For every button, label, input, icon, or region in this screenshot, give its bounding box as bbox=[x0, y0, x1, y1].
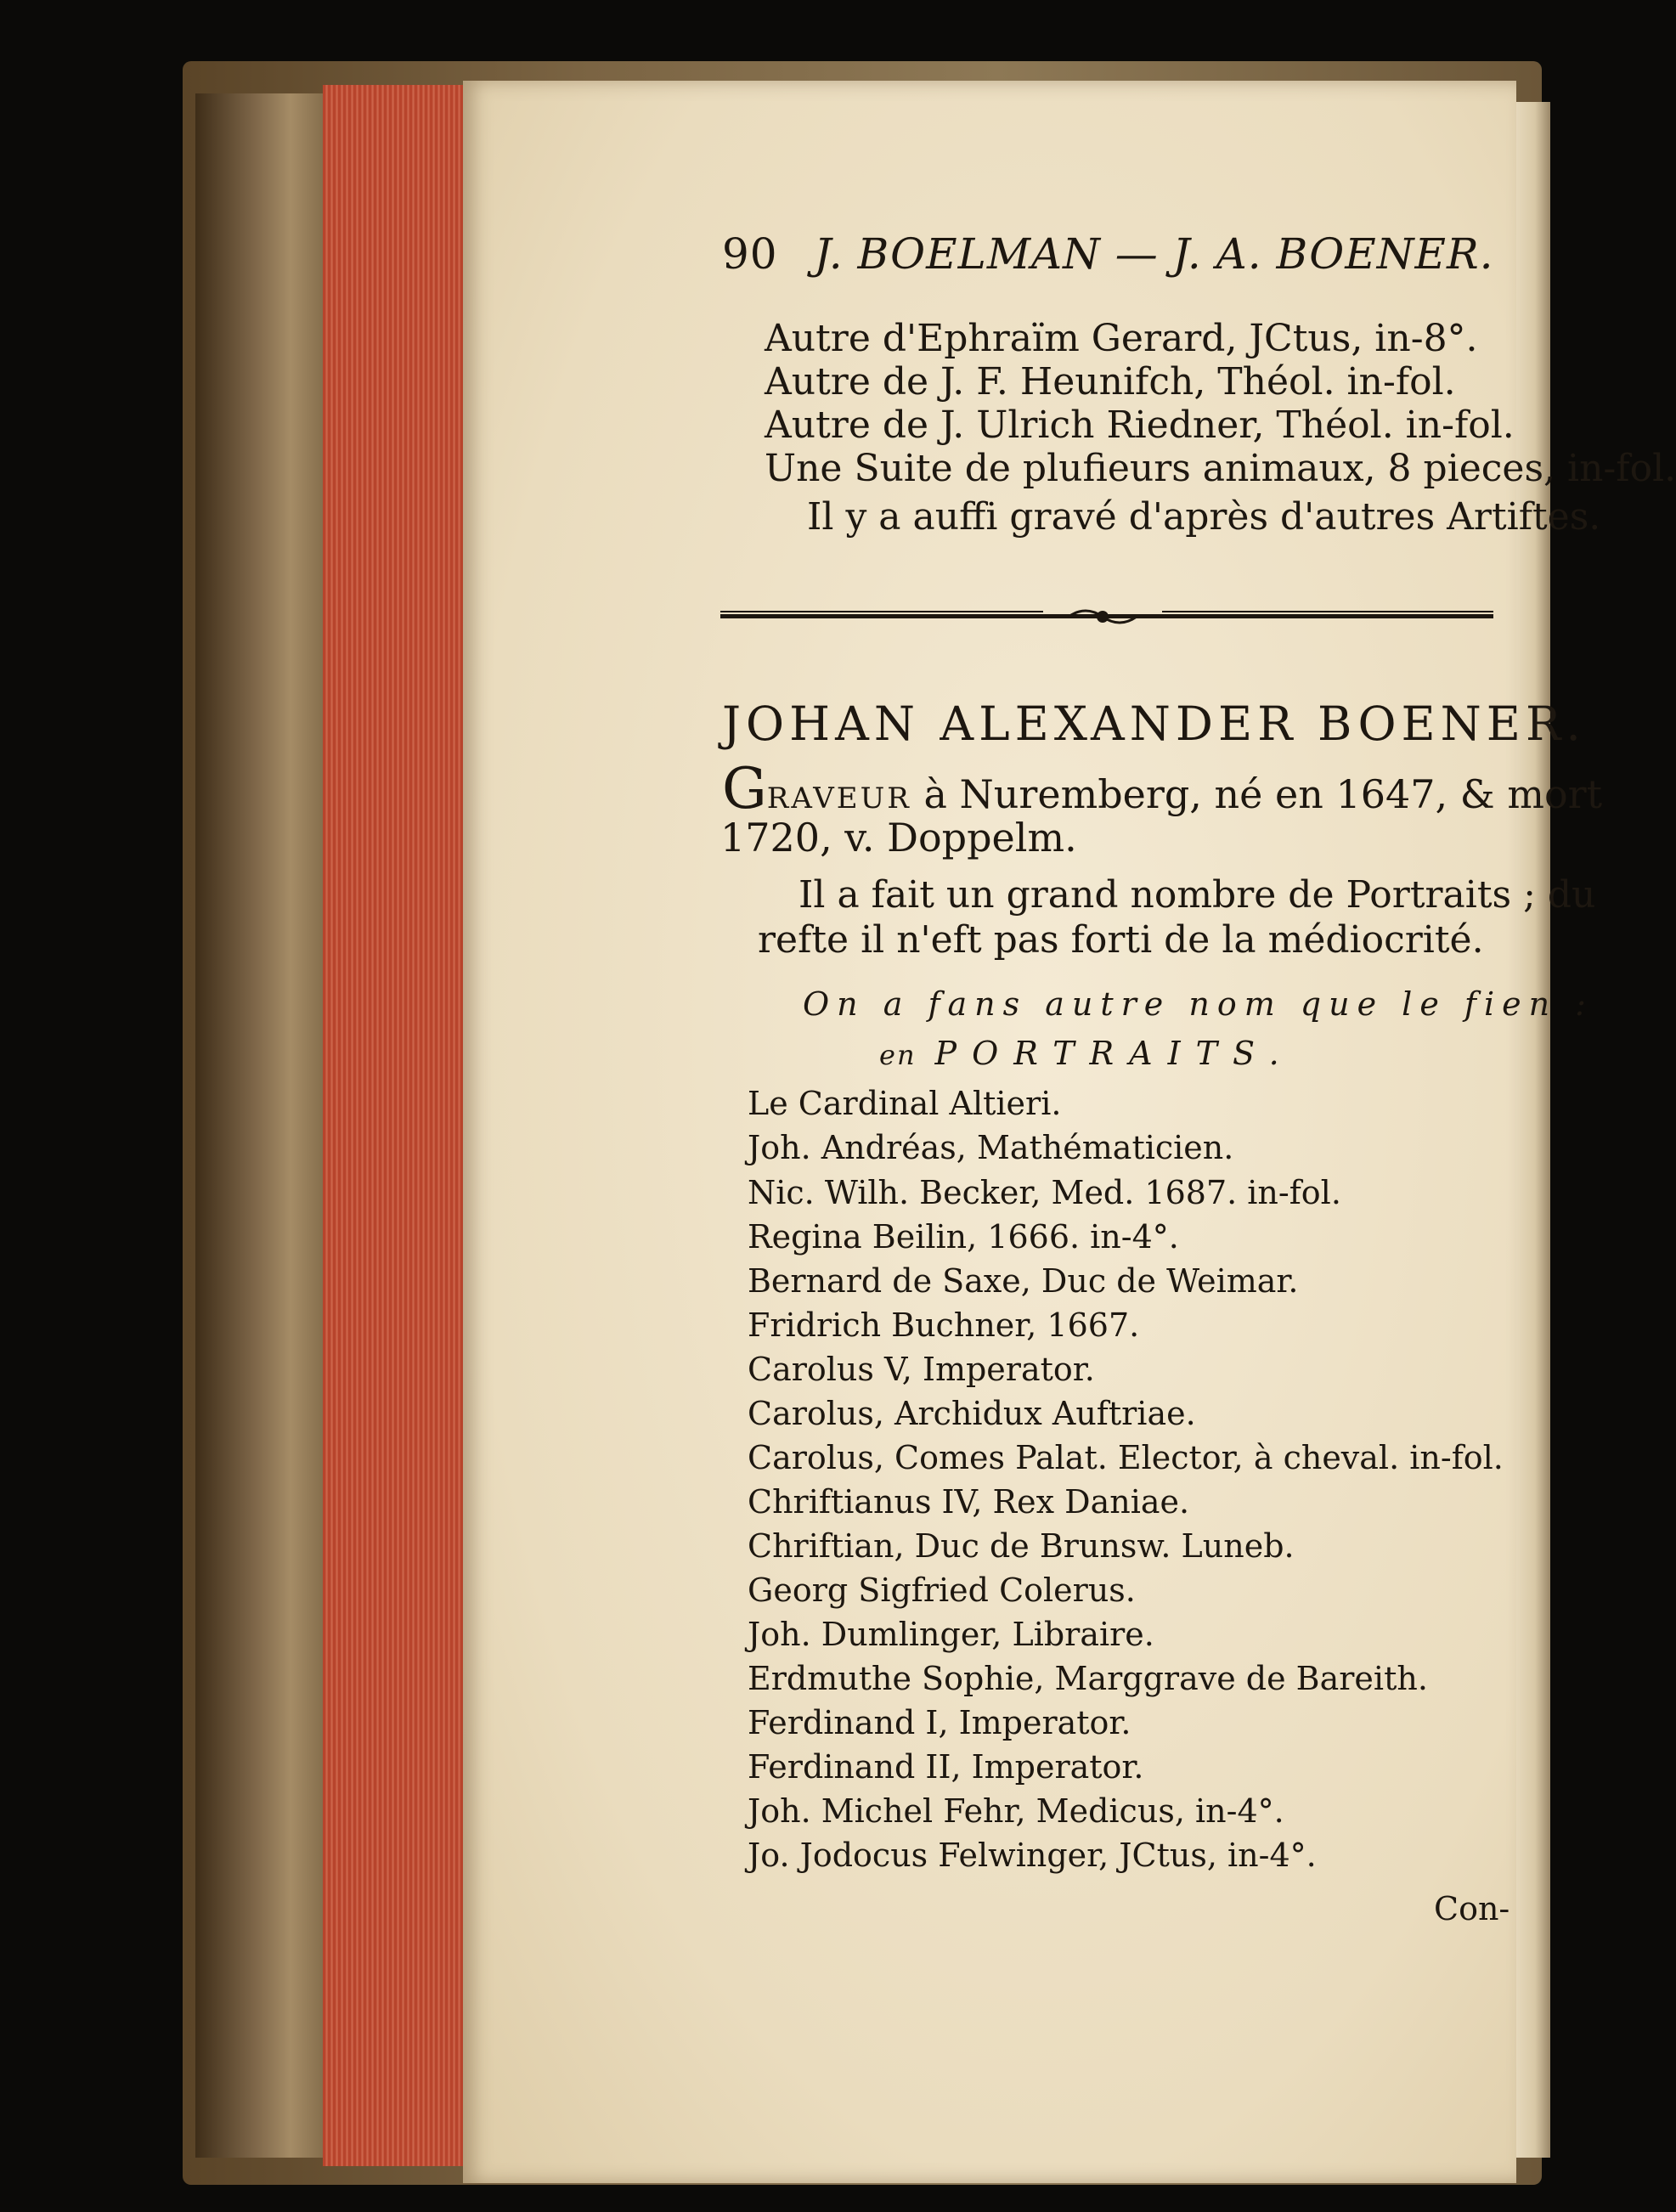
list-item: Erdmuthe Sophie, Marggrave de Bareith. bbox=[748, 1660, 1428, 1697]
list-item: Ferdinand I, Imperator. bbox=[748, 1704, 1131, 1741]
list-item: Regina Beilin, 1666. in-4°. bbox=[748, 1218, 1179, 1256]
entry-paragraph-line: Il a fait un grand nombre de Portraits ; du bbox=[798, 873, 1596, 917]
drop-cap: G bbox=[722, 756, 767, 821]
entry-paragraph-line: refte il n'eft pas forti de la médiocrité. bbox=[758, 918, 1484, 962]
list-item: Georg Sigfried Colerus. bbox=[748, 1572, 1136, 1609]
prior-entry-line: Autre de J. F. Heunifch, Théol. in-fol. bbox=[765, 360, 1456, 403]
red-page-edges bbox=[323, 85, 463, 2166]
list-item: Carolus, Archidux Auftriae. bbox=[748, 1395, 1196, 1432]
list-item: Fridrich Buchner, 1667. bbox=[748, 1306, 1140, 1344]
catchword: Con- bbox=[1434, 1890, 1510, 1927]
entry-intro-line bbox=[722, 756, 1603, 821]
intro-smallcaps: RAVEUR bbox=[766, 782, 911, 815]
list-item: Le Cardinal Altieri. bbox=[748, 1085, 1062, 1122]
portraits-heading-label: PORTRAITS. bbox=[934, 1035, 1295, 1072]
facing-page-edge bbox=[1512, 102, 1550, 2158]
running-head bbox=[722, 229, 1493, 279]
entry-title: JOHAN ALEXANDER BOENER. bbox=[722, 697, 1586, 751]
entry-intro-line-2: 1720, v. Doppelm. bbox=[720, 815, 1077, 861]
page-number: 90 bbox=[722, 229, 778, 279]
ornamental-divider bbox=[720, 608, 1493, 625]
portraits-heading-prefix: en bbox=[879, 1039, 917, 1071]
list-item: Joh. Andréas, Mathématicien. bbox=[748, 1129, 1234, 1166]
prior-entry-line: Autre de J. Ulrich Riedner, Théol. in-fol. bbox=[765, 403, 1515, 447]
list-item: Nic. Wilh. Becker, Med. 1687. in-fol. bbox=[748, 1174, 1341, 1211]
portraits-heading bbox=[879, 1035, 1295, 1072]
list-item: Joh. Dumlinger, Libraire. bbox=[748, 1616, 1154, 1653]
list-item: Chriftianus IV, Rex Daniae. bbox=[748, 1483, 1190, 1521]
list-item: Chriftian, Duc de Brunsw. Luneb. bbox=[748, 1527, 1295, 1565]
book-spine bbox=[195, 93, 331, 2158]
list-item: Jo. Jodocus Felwinger, JCtus, in-4°. bbox=[748, 1837, 1317, 1874]
prior-entry-line: Il y a auffi gravé d'après d'autres Artiftes. bbox=[807, 495, 1601, 539]
list-item: Carolus, Comes Palat. Elector, à cheval. in-fol. bbox=[748, 1439, 1504, 1476]
list-item: Carolus V, Imperator. bbox=[748, 1351, 1095, 1388]
intro-text: à Nuremberg, né en 1647, & mort bbox=[911, 771, 1603, 817]
list-item: Joh. Michel Fehr, Medicus, in-4°. bbox=[748, 1792, 1284, 1830]
list-item: Bernard de Saxe, Duc de Weimar. bbox=[748, 1262, 1299, 1300]
works-subheading: On a fans autre nom que le fien : bbox=[803, 985, 1594, 1023]
running-head-text: J. BOELMAN — J. A. BOENER. bbox=[814, 229, 1494, 279]
prior-entry-line: Une Suite de plufieurs animaux, 8 pieces, in-fol. bbox=[765, 447, 1676, 490]
prior-entry-line: Autre d'Ephraïm Gerard, JCtus, in-8°. bbox=[765, 317, 1478, 360]
list-item: Ferdinand II, Imperator. bbox=[748, 1748, 1144, 1786]
